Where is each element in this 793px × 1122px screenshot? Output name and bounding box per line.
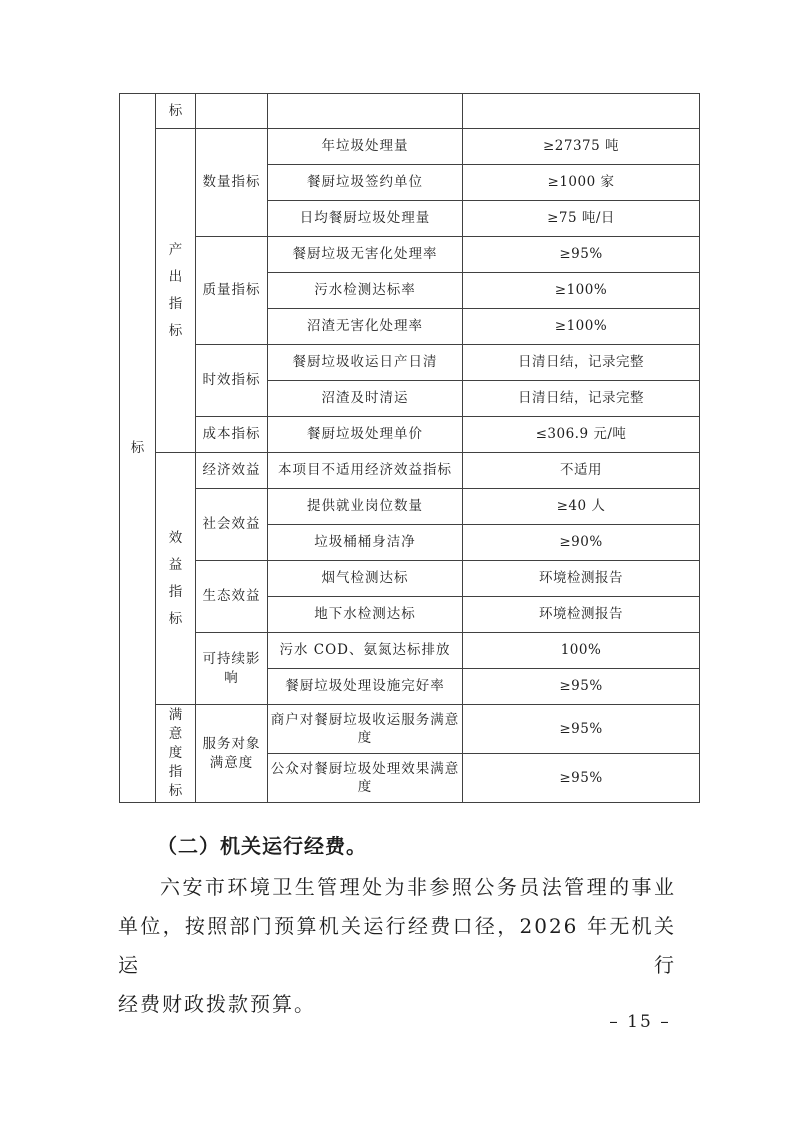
performance-table-body <box>120 94 700 803</box>
indicator-name-cell: 污水检测达标率 <box>268 273 463 309</box>
indicator-value-cell: 环境检测报告 <box>463 561 700 597</box>
indicator-value-cell: 100% <box>463 633 700 669</box>
indicator-name-cell: 餐厨垃圾处理设施完好率 <box>268 669 463 705</box>
table-row <box>120 561 700 597</box>
level2-category-cell: 质量指标 <box>196 237 268 345</box>
indicator-name-cell: 商户对餐厨垃圾收运服务满意度 <box>268 705 463 754</box>
level2-category-cell: 社会效益 <box>196 489 268 561</box>
level2-category-cell: 数量指标 <box>196 129 268 237</box>
level2-category-cell: 可持续影响 <box>196 633 268 705</box>
table-row <box>120 129 700 165</box>
table-row <box>120 705 700 754</box>
performance-indicator-table <box>119 93 700 803</box>
level1-category-cell: 满意度指标 <box>156 705 196 803</box>
indicator-value-cell: 不适用 <box>463 453 700 489</box>
table-row <box>120 633 700 669</box>
indicator-value-cell: ≥75 吨/日 <box>463 201 700 237</box>
indicator-name-cell: 提供就业岗位数量 <box>268 489 463 525</box>
indicator-name-cell: 沼渣及时清运 <box>268 381 463 417</box>
table-row <box>120 345 700 381</box>
section-heading: （二）机关运行经费。 <box>157 834 367 858</box>
indicator-name-cell: 垃圾桶桶身洁净 <box>268 525 463 561</box>
indicator-value-cell: ≥100% <box>463 309 700 345</box>
indicator-value-cell: ≥27375 吨 <box>463 129 700 165</box>
body-text-block <box>118 830 676 1024</box>
carryover-cell-2: 标 <box>156 94 196 129</box>
indicator-name-cell: 日均餐厨垃圾处理量 <box>268 201 463 237</box>
indicator-value-cell: ≥95% <box>463 754 700 803</box>
level2-category-cell: 生态效益 <box>196 561 268 633</box>
indicator-value-cell: 日清日结，记录完整 <box>463 381 700 417</box>
indicator-value-cell: 日清日结，记录完整 <box>463 345 700 381</box>
table-row <box>120 453 700 489</box>
level2-category-cell: 成本指标 <box>196 417 268 453</box>
carryover-cell-1: 标 <box>120 94 156 803</box>
paragraph-line: 经费财政拨款预算。 <box>118 992 316 1016</box>
table-row <box>120 489 700 525</box>
indicator-name-cell: 本项目不适用经济效益指标 <box>268 453 463 489</box>
empty-cell <box>268 94 463 129</box>
empty-cell <box>196 94 268 129</box>
page-number: – 15 – <box>609 1012 671 1032</box>
level2-category-cell: 时效指标 <box>196 345 268 417</box>
indicator-value-cell: ≥95% <box>463 669 700 705</box>
indicator-value-cell: ≥90% <box>463 525 700 561</box>
level1-category-cell: 产出指标 <box>156 129 196 453</box>
table-row <box>120 237 700 273</box>
paragraph-line: 单位，按照部门预算机关运行经费口径，2026 年无机关运行 <box>118 914 676 977</box>
level2-category-cell: 服务对象满意度 <box>196 705 268 803</box>
indicator-name-cell: 污水 COD、氨氮达标排放 <box>268 633 463 669</box>
indicator-name-cell: 烟气检测达标 <box>268 561 463 597</box>
level1-category-cell: 效益指标 <box>156 453 196 705</box>
indicator-name-cell: 餐厨垃圾签约单位 <box>268 165 463 201</box>
indicator-name-cell: 公众对餐厨垃圾处理效果满意度 <box>268 754 463 803</box>
table-row <box>120 94 700 129</box>
indicator-name-cell: 地下水检测达标 <box>268 597 463 633</box>
indicator-value-cell: ≥100% <box>463 273 700 309</box>
table-row <box>120 417 700 453</box>
indicator-name-cell: 餐厨垃圾收运日产日清 <box>268 345 463 381</box>
indicator-name-cell: 沼渣无害化处理率 <box>268 309 463 345</box>
indicator-value-cell: ≤306.9 元/吨 <box>463 417 700 453</box>
indicator-value-cell: 环境检测报告 <box>463 597 700 633</box>
paragraph-line: 六安市环境卫生管理处为非参照公务员法管理的事业 <box>160 875 676 899</box>
indicator-name-cell: 年垃圾处理量 <box>268 129 463 165</box>
indicator-value-cell: ≥1000 家 <box>463 165 700 201</box>
indicator-name-cell: 餐厨垃圾处理单价 <box>268 417 463 453</box>
indicator-name-cell: 餐厨垃圾无害化处理率 <box>268 237 463 273</box>
empty-cell <box>463 94 700 129</box>
indicator-value-cell: ≥95% <box>463 237 700 273</box>
indicator-value-cell: ≥40 人 <box>463 489 700 525</box>
level2-category-cell: 经济效益 <box>196 453 268 489</box>
indicator-value-cell: ≥95% <box>463 705 700 754</box>
